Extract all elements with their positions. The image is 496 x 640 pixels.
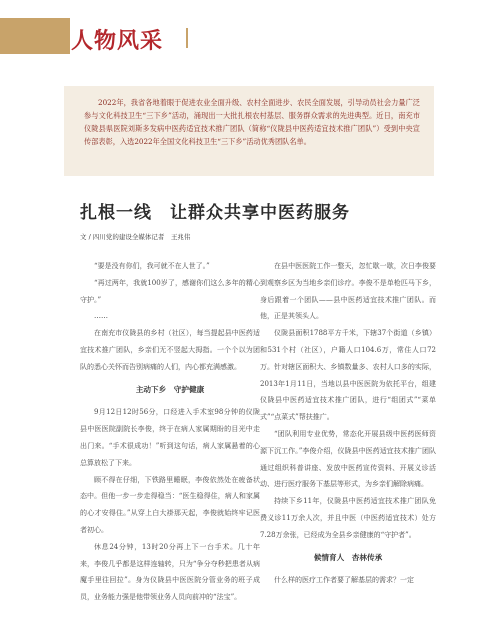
header-accent-bar (0, 18, 70, 54)
subheading: 主动下乡 守护健康 (135, 384, 205, 394)
paragraph: 持续下乡11年，仪陇县中医药适宜技术推广团队免费义诊11万余人次，并且中医（中医药适宜技术）处方7.28万余张，已经成为全县乡亲健康的“守护者”。 (260, 497, 436, 539)
paragraph: 顾不得在仔细，下铁路里睡眠，李俊依然处在疲备状态中。但他一步一步走得稳当：“医生稳得住，病人和家属的心才安得住。”从穿上白大褂那天起，李俊就始终牢记医者初心。 (80, 475, 260, 534)
paragraph: “团队利用专业优势，常态化开展县级中医药医师资源下沉工作。”李俊介绍，仪陇县中医药适宜技术推广团队通过组织科普讲座、发放中医药宣传资料、开展义诊活动、进行医疗服务下基层等形式，为乡亲们解除病痛。 (260, 429, 436, 489)
article-column-left (80, 258, 260, 606)
paragraph: 休息24分钟，13时20分再上下一台手术。几十年来，李俊几乎都是这样连轴转，只为“争分夺秒把患者从病魔手里往回拉”。身为仪陇县中医医院分管业务的班子成员，业务能力强是他带领业务人员向前冲的“法宝”。 (80, 542, 260, 602)
paragraph: 什么样的医疗工作者要了解基层的需求？一定 (274, 576, 414, 585)
section-title: 人物风采 (71, 29, 164, 54)
intro-text: 2022年，我省各地着眼于促进农业全面升级、农村全面进步、农民全面发展，引导动员社会力量广泛参与文化科技卫生“三下乡”活动，涌现出一大批扎根农村基层、服务群众需求的先进典型。近日，南充市仪陇县県医院刘斯多发病中医药适宜技术推广团队（简称“仪陇县中医药适宜技术推广团队”）受到中央宣传部表彰，入选2022年全国文化科技卫生“三下乡”活动优秀团队名单。 (84, 98, 420, 146)
article-column-right (260, 258, 436, 589)
paragraph: “要是没有你们，我可就不在人世了。” (94, 262, 210, 270)
paragraph: 在县中医医院工作一整天，忽忙歇一歇，次日李俊要到观察乡区为当地乡亲们诊疗。李俊不是单枪匹马下乡，身后跟着一个团队——县中医药适宜技术推广团队。而他，正是其领头人。 (260, 262, 436, 321)
subheading: 候情育人 杏林传承 (313, 552, 383, 562)
article-headline: 扎根一线 让群众共享中医药服务 (80, 203, 350, 223)
article-byline: 文 / 四川党的建设全媒体记者 王兆伟 (80, 233, 191, 241)
paragraph: 9月12日12时56分，口经进入手术室98分钟的仪陇县中医医院副院长李俊，终于在病人家属期盼的目光中走出门来。“手术很成功！”听到这句话，病人家属悬着的心总算放松了下来。 (80, 408, 260, 467)
paragraph: “再过两年，我就100岁了，感谢你们这么多年的精心守护。” (80, 278, 260, 304)
paragraph: 在南充市仪陇县的乡村（社区），每当提起县中医药适宜技术推广团队，乡亲们无不竖起大拇指。一个个以为团队的悉心关怀而告别病痛的人们，内心都充满感激。 (80, 329, 260, 371)
paragraph: …… (94, 312, 108, 321)
paragraph: 仪陇县面积1788平方千米，下辖37个街道（乡镇）和531个村（社区），户籍人口104.6万，常住人口72万。针对辖区面积大、乡镇数量多、农村人口多的实际，2013年1月11日，当地以县中医医院为依托平台，组建仪陇县中医药适宜技术推广团队，进行“组团式”“菜单式”“点菜式”帮扶推广。 (260, 329, 436, 422)
section-title-divider (186, 28, 188, 48)
